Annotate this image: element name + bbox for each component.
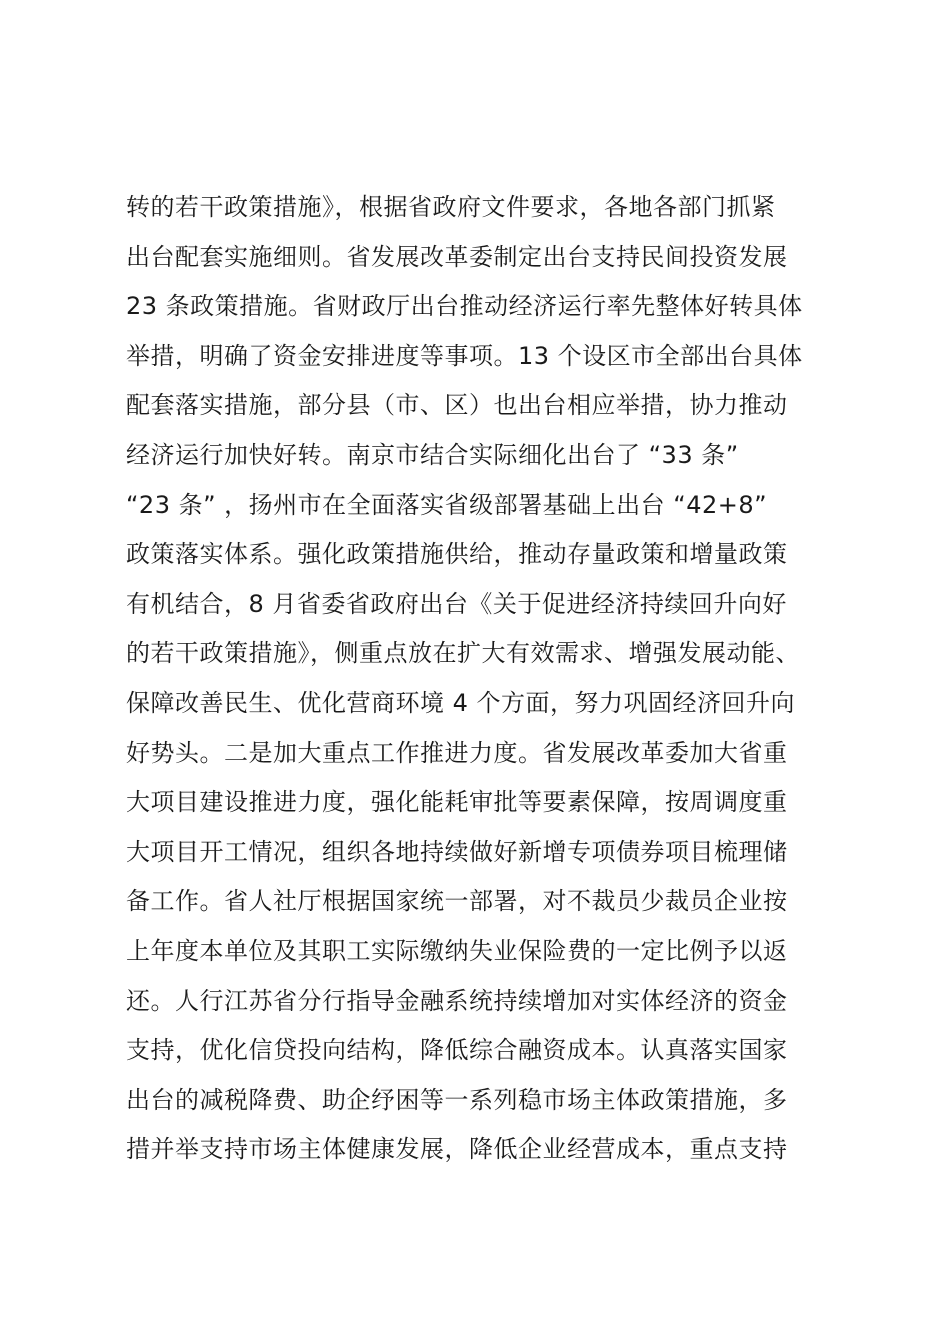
- text-line: 上年度本单位及其职工实际缴纳失业保险费的一定比例予以返: [126, 936, 788, 965]
- text-line: 好势头。二是加大重点工作推进力度。省发展改革委加大省重: [126, 738, 788, 767]
- text-line: 出台的减税降费、助企纾困等一系列稳市场主体政策措施，多: [126, 1085, 788, 1114]
- text-line: 支持，优化信贷投向结构，降低综合融资成本。认真落实国家: [126, 1036, 788, 1065]
- text-line: 政策落实体系。强化政策措施供给，推动存量政策和增量政策: [126, 540, 788, 569]
- text-line: 出台配套实施细则。省发展改革委制定出台支持民间投资发展: [126, 242, 788, 271]
- text-line: 大项目建设推进力度，强化能耗审批等要素保障，按周调度重: [126, 788, 788, 817]
- text-line: 配套落实措施，部分县（市、区）也出台相应举措，协力推动: [126, 391, 788, 420]
- text-line: 备工作。省人社厅根据国家统一部署，对不裁员少裁员企业按: [126, 887, 788, 916]
- text-line: 有机结合，8 月省委省政府出台《关于促进经济持续回升向好: [126, 589, 787, 618]
- text-line: 的若干政策措施》，侧重点放在扩大有效需求、增强发展动能、: [126, 639, 800, 668]
- text-line: 23 条政策措施。省财政厅出台推动经济运行率先整体好转具体: [126, 292, 803, 321]
- body-paragraph: [126, 183, 846, 1175]
- text-line: 经济运行加快好转。南京市结合实际细化出台了 “33 条”: [126, 440, 739, 469]
- text-line: 还。人行江苏省分行指导金融系统持续增加对实体经济的资金: [126, 986, 788, 1015]
- text-line: “23 条” ，扬州市在全面落实省级部署基础上出台 “42+8”: [126, 490, 768, 519]
- text-line: 转的若干政策措施》，根据省政府文件要求，各地各部门抓紧: [126, 193, 776, 221]
- text-line: 措并举支持市场主体健康发展，降低企业经营成本，重点支持: [126, 1135, 788, 1164]
- text-line: 举措，明确了资金安排进度等事项。13 个设区市全部出台具体: [126, 341, 803, 370]
- text-line: 大项目开工情况，组织各地持续做好新增专项债券项目梳理储: [126, 837, 788, 866]
- text-line: 保障改善民生、优化营商环境 4 个方面，努力巩固经济回升向: [126, 688, 796, 717]
